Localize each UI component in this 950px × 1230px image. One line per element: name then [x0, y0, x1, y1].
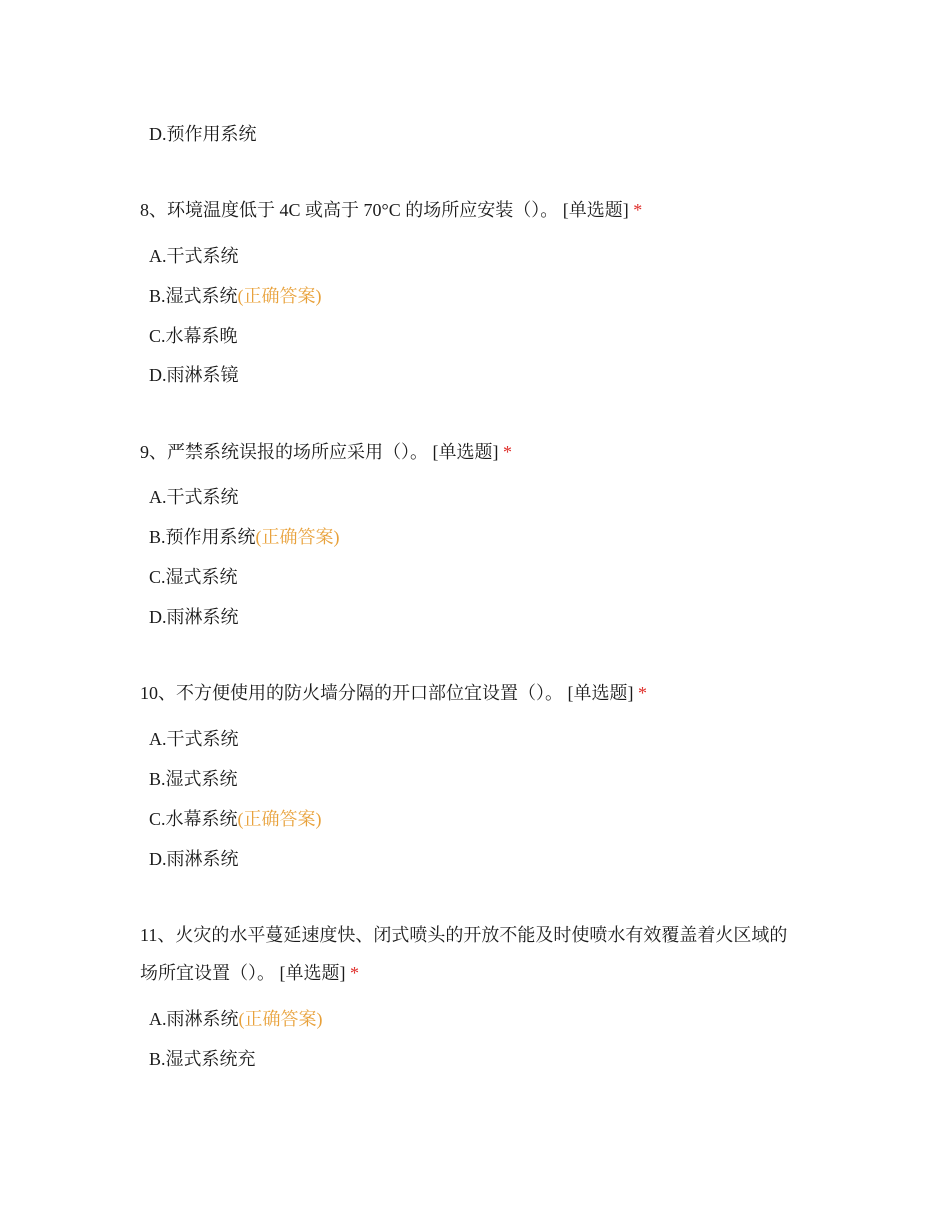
question-text: 场所宜设置（）。 [140, 963, 275, 983]
option-text: A.雨淋系统 [149, 1009, 239, 1029]
question-title [140, 198, 642, 222]
question-number: 11、 [140, 925, 176, 945]
option-item [149, 807, 322, 831]
option-text: A.干式系统 [149, 729, 239, 749]
option-text: B.湿式系统充 [149, 1049, 256, 1069]
question-text: 火灾的水平蔓延速度快、闭式喷头的开放不能及时使喷水有效覆盖着火区域的 [175, 925, 788, 945]
question-text: 环境温度低于 4C 或高于 70°C 的场所应安装（）。 [167, 200, 559, 220]
question-type-label: [单选题] [432, 442, 499, 462]
option-item [149, 244, 239, 268]
required-asterisk: * [503, 442, 512, 462]
question-type-label: [单选题] [567, 683, 634, 703]
question-title-continued [140, 961, 359, 985]
option-item [149, 324, 238, 348]
option-item [149, 565, 238, 589]
required-asterisk: * [633, 200, 643, 220]
option-text: C.水幕系统 [149, 809, 238, 829]
option-item [149, 122, 257, 146]
option-text: C.水幕系晚 [149, 326, 238, 346]
question-number: 9、 [140, 442, 167, 462]
option-text: D.雨淋系统 [149, 607, 239, 627]
option-text: D.雨淋系统 [149, 849, 239, 869]
option-item [149, 605, 239, 629]
option-text: D.雨淋系镜 [149, 365, 239, 385]
option-item [149, 727, 239, 751]
option-text: A.干式系统 [149, 487, 239, 507]
question-title [140, 923, 787, 947]
option-item [149, 767, 238, 791]
option-item [149, 363, 239, 387]
question-title [140, 440, 512, 464]
question-title [140, 681, 647, 705]
question-text: 不方便使用的防火墙分隔的开口部位宜设置（）。 [176, 683, 563, 703]
correct-answer-tag: (正确答案) [237, 809, 322, 829]
option-text: D.预作用系统 [149, 124, 257, 144]
required-asterisk: * [638, 683, 647, 703]
option-item [149, 525, 340, 549]
option-text: C.湿式系统 [149, 567, 238, 587]
correct-answer-tag: (正确答案) [238, 1009, 323, 1029]
required-asterisk: * [350, 963, 359, 983]
option-text: B.湿式系统 [149, 286, 238, 306]
question-number: 10、 [140, 683, 176, 703]
question-type-label: [单选题] [279, 963, 346, 983]
option-item [149, 1047, 256, 1071]
option-item [149, 1007, 323, 1031]
question-number: 8、 [140, 200, 167, 220]
option-text: A.干式系统 [149, 246, 239, 266]
option-text: B.湿式系统 [149, 769, 238, 789]
option-item [149, 284, 322, 308]
question-text: 严禁系统误报的场所应采用（）。 [167, 442, 428, 462]
option-item [149, 485, 239, 509]
correct-answer-tag: (正确答案) [237, 286, 322, 306]
correct-answer-tag: (正确答案) [255, 527, 340, 547]
option-text: B.预作用系统 [149, 527, 256, 547]
question-type-label: [单选题] [562, 200, 629, 220]
option-item [149, 847, 239, 871]
